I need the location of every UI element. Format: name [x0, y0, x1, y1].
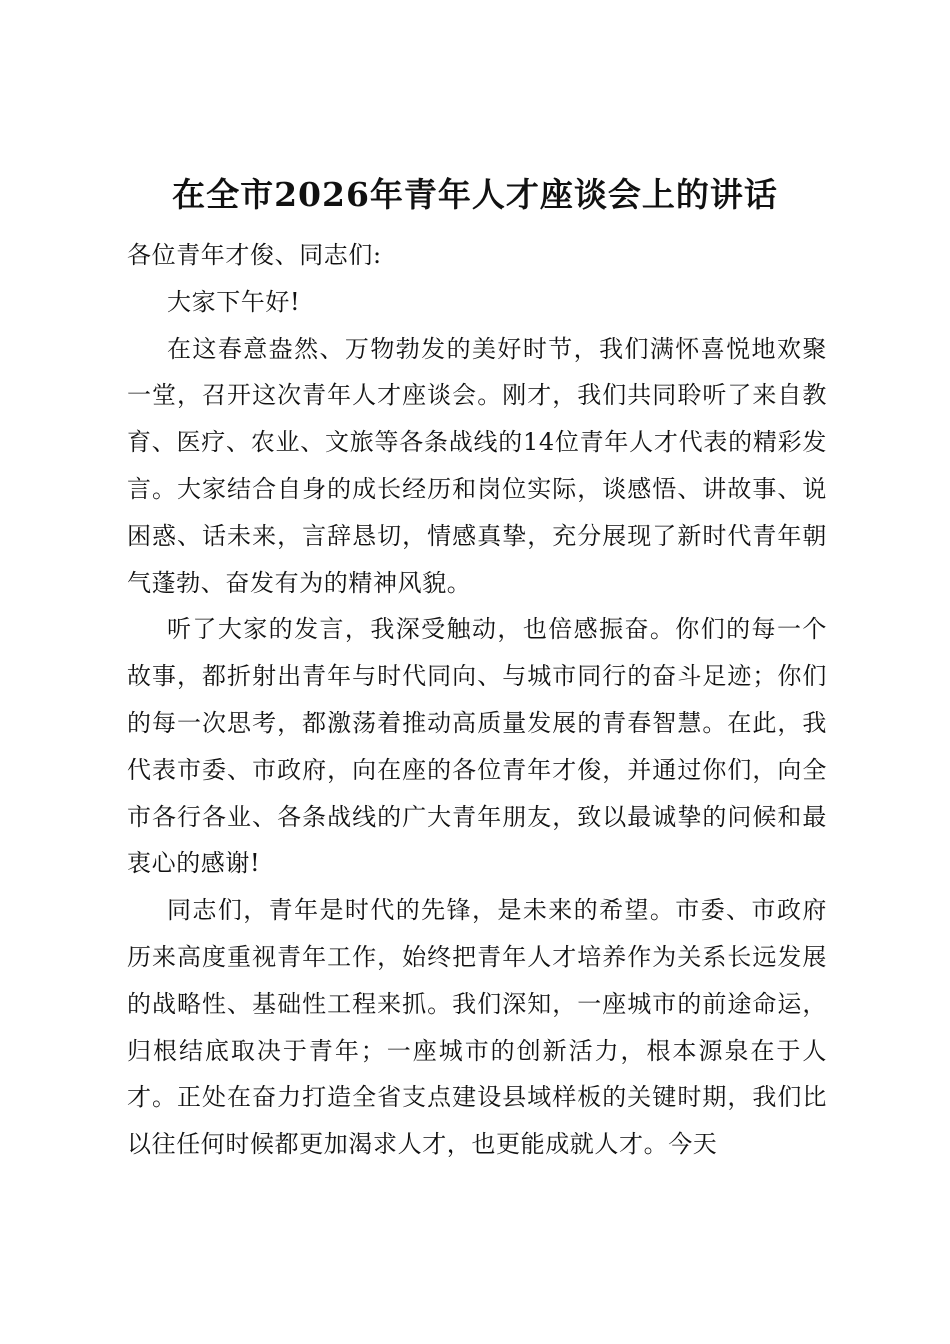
paragraph: 同志们，青年是时代的先锋，是未来的希望。市委、市政府历来高度重视青年工作，始终把青年人才培养作为关系长远发展的战略性、基础性工程来抓。我们深知，一座城市的前途命运，归根结底取决于青年；一座城市的创新活力，根本源泉在于人才。正处在奋力打造全省支点建设县域样板的关键时期，我们比以往任何时候都更加渴求人才，也更能成就人才。今天 [127, 896, 827, 1159]
paragraph: 在这春意盎然、万物勃发的美好时节，我们满怀喜悦地欢聚一堂，召开这次青年人才座谈会。刚才，我们共同聆听了来自教育、医疗、农业、文旅等各条战线的14位青年人才代表的精彩发言。大家结合自身的成长经历和岗位实际，谈感悟、讲故事、说困惑、话未来，言辞恳切，情感真挚，充分展现了新时代青年朝气蓬勃、奋发有为的精神风貌。 [127, 334, 827, 597]
paragraph-greeting: 大家下午好! [167, 287, 301, 316]
paragraph: 听了大家的发言，我深受触动，也倍感振奋。你们的每一个故事，都折射出青年与时代同向、与城市同行的奋斗足迹；你们的每一次思考，都激荡着推动高质量发展的青春智慧。在此，我代表市委、市政府，向在座的各位青年才俊，并通过你们，向全市各行各业、各条战线的广大青年朋友，致以最诚挚的问候和最衷心的感谢! [127, 615, 827, 878]
document-title: 在全市2026年青年人才座谈会上的讲话 [172, 175, 778, 214]
document-body [127, 232, 827, 1168]
salutation: 各位青年才俊、同志们: [127, 241, 382, 269]
